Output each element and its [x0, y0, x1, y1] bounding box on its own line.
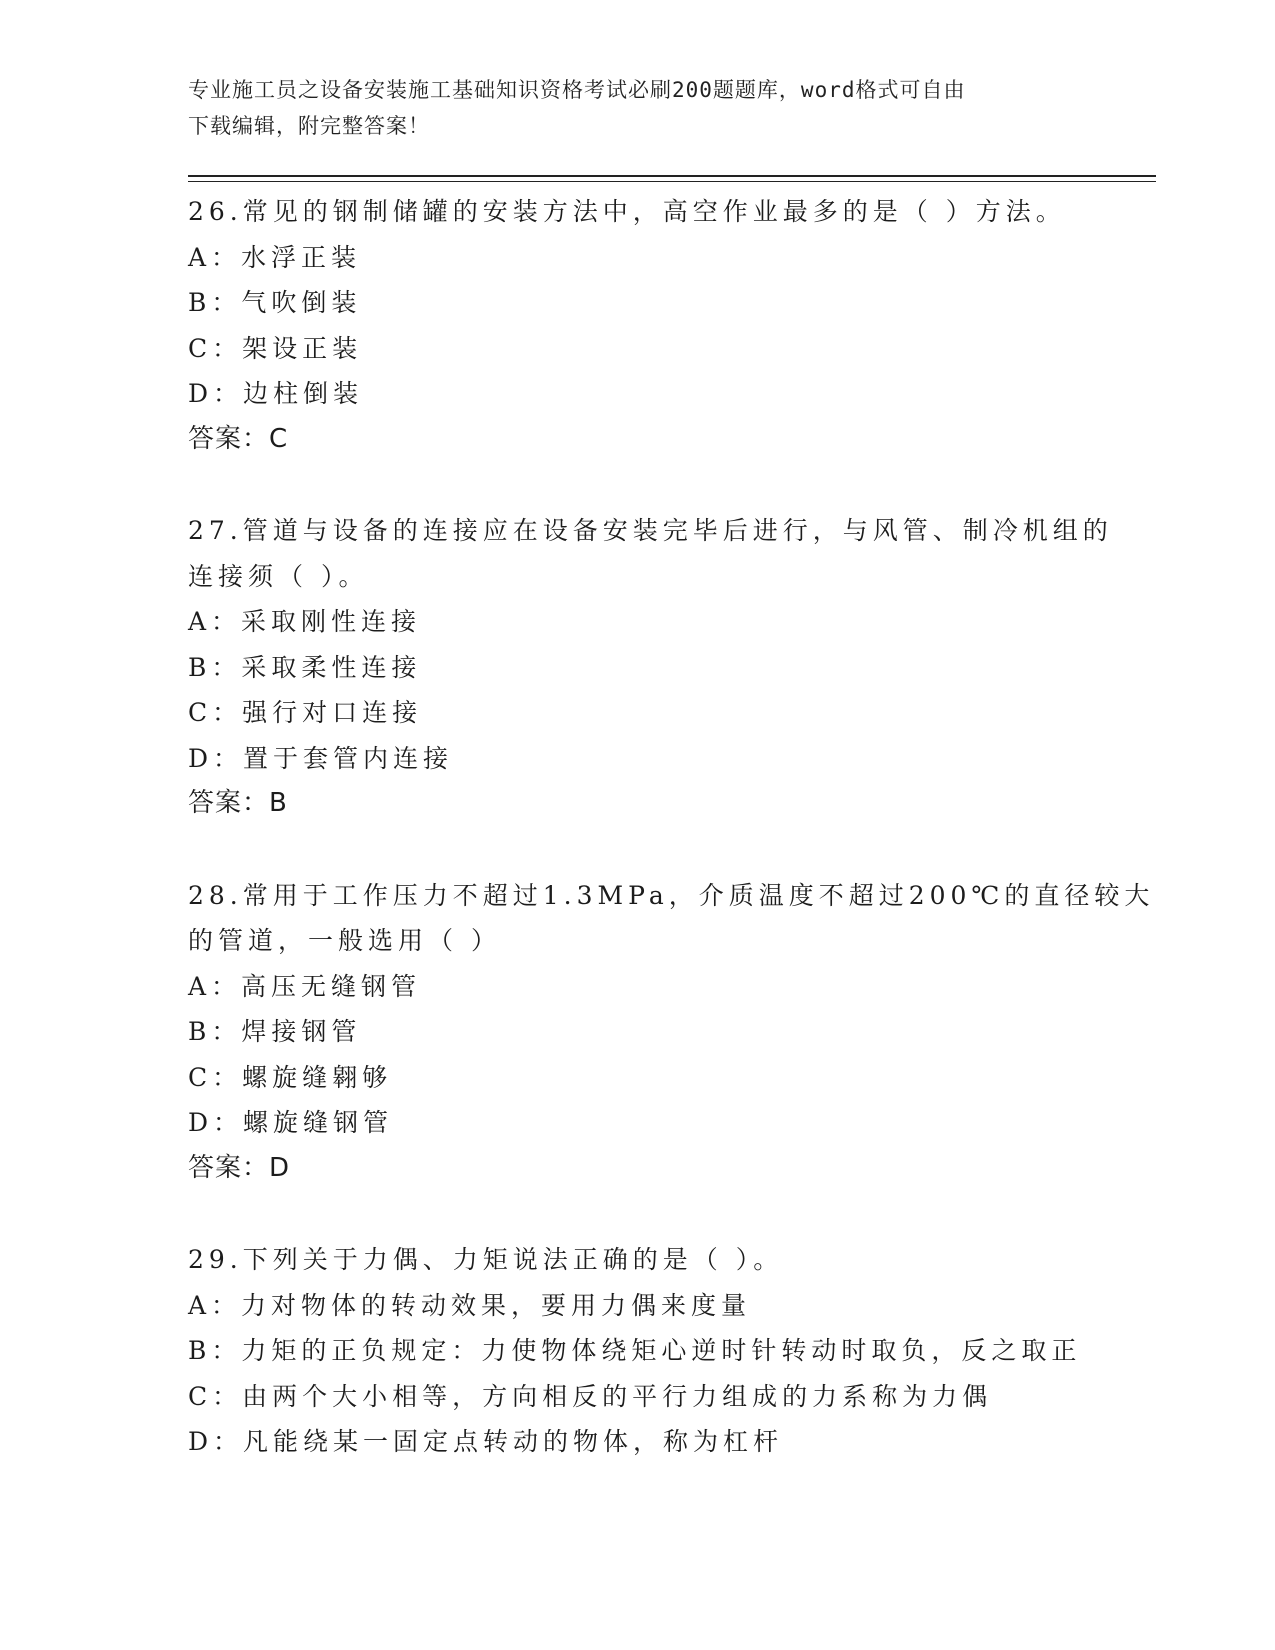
header-line-1: 专业施工员之设备安装施工基础知识资格考试必刷200题题库，word格式可自由	[188, 78, 966, 102]
option-c: C：螺旋缝翱够	[188, 1062, 393, 1092]
question-27	[188, 508, 1113, 827]
option-c: C：由两个大小相等，方向相反的平行力组成的力系称为力偶	[188, 1381, 993, 1411]
option-d: D：置于套管内连接	[188, 743, 454, 773]
option-b: B：采取柔性连接	[188, 652, 422, 682]
option-d: D：螺旋缝钢管	[188, 1108, 394, 1137]
option-b: B：力矩的正负规定：力使物体绕矩心逆时针转动时取负，反之取正	[188, 1336, 1082, 1365]
option-c: C：强行对口连接	[188, 698, 423, 727]
option-a: A：力对物体的转动效果，要用力偶来度量	[188, 1290, 752, 1320]
document-header	[188, 72, 1068, 144]
question-stem: 26.常见的钢制储罐的安装方法中，高空作业最多的是（ ）方法。	[188, 197, 1066, 226]
question-stem: 27.管道与设备的连接应在设备安装完毕后进行，与风管、制冷机组的	[188, 516, 1113, 545]
option-d: D：凡能绕某一固定点转动的物体，称为杠杆	[188, 1427, 784, 1456]
answer-label: 答案：B	[188, 788, 288, 818]
option-a: A：高压无缝钢管	[188, 971, 422, 1001]
option-a: A：采取刚性连接	[188, 607, 422, 636]
answer-label: 答案：C	[188, 423, 289, 454]
question-stem-continued: 的管道，一般选用（ ）	[188, 926, 501, 955]
question-stem-continued: 连接须（ ）。	[188, 561, 369, 591]
option-a: A：水浮正装	[188, 242, 362, 272]
question-list	[188, 189, 1155, 1511]
option-b: B：焊接钢管	[188, 1017, 362, 1046]
header-line-2: 下载编辑，附完整答案！	[188, 114, 430, 138]
option-c: C：架设正装	[188, 333, 363, 363]
question-29	[188, 1237, 1088, 1465]
question-stem: 28.常用于工作压力不超过1.3MPa，介质温度不超过200℃的直径较大	[188, 880, 1155, 910]
option-b: B：气吹倒装	[188, 288, 362, 317]
header-divider-thick	[188, 175, 1156, 177]
question-26	[188, 189, 1088, 462]
option-d: D：边柱倒装	[188, 379, 364, 408]
question-28	[188, 873, 1155, 1192]
question-stem: 29.下列关于力偶、力矩说法正确的是（ ）。	[188, 1245, 784, 1274]
header-divider-thin	[188, 181, 1156, 182]
answer-label: 答案：D	[188, 1152, 291, 1183]
